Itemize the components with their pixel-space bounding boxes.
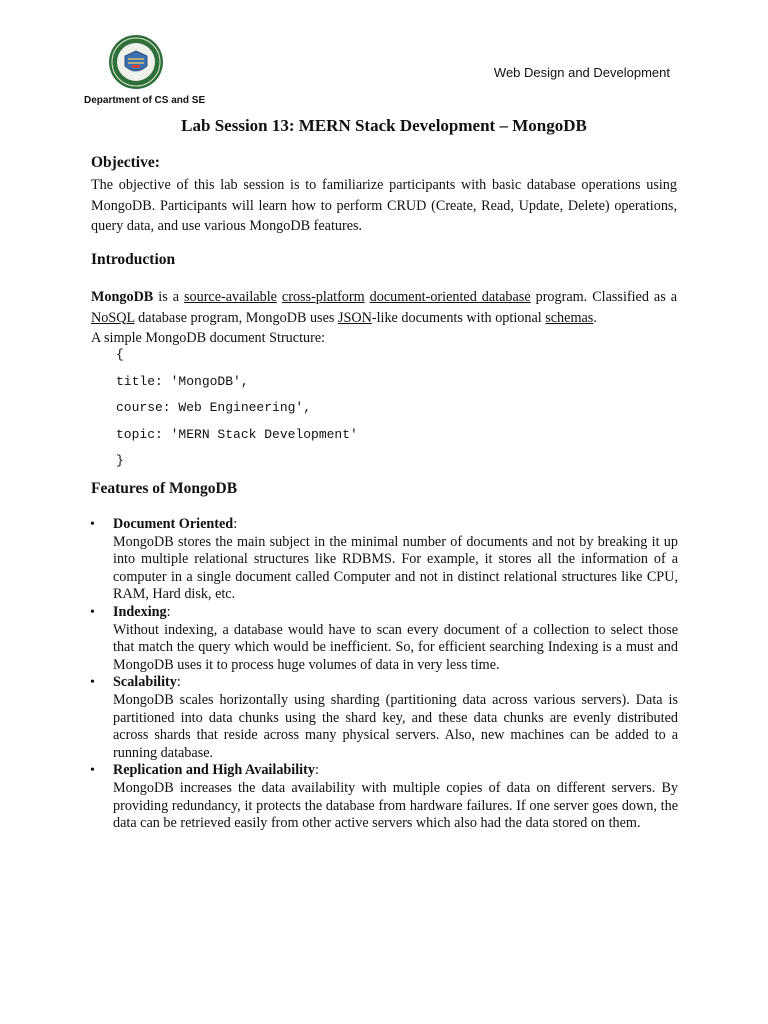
bullet-icon: • xyxy=(90,675,95,691)
feature-description: MongoDB scales horizontally using sharding (partitioning data across various servers). Data is partitioned into data chunks using the shard key, and these data chunks are evenly distributed across shards that reside across many physical servers. Also, new machines can be added to a running database. xyxy=(113,691,678,761)
course-name: Web Design and Development xyxy=(493,65,670,80)
introduction-heading: Introduction xyxy=(91,251,176,268)
university-seal-icon xyxy=(108,34,164,90)
feature-title: Replication and High Availability xyxy=(113,762,315,779)
page-title: Lab Session 13: MERN Stack Development – MongoDB xyxy=(181,116,587,135)
link-document-oriented-database[interactable]: document-oriented database xyxy=(369,289,531,305)
list-item xyxy=(90,762,678,832)
code-line: } xyxy=(116,453,124,468)
features-heading: Features of MongoDB xyxy=(91,480,238,497)
link-nosql[interactable]: NoSQL xyxy=(91,309,135,326)
bullet-icon: • xyxy=(90,763,95,779)
feature-colon: : xyxy=(314,762,319,779)
code-line: { xyxy=(116,347,124,362)
structure-label: A simple MongoDB document Structure: xyxy=(91,330,326,346)
intro-text: database program, MongoDB uses xyxy=(134,309,338,326)
department-name: Department of CS and SE xyxy=(84,95,206,106)
code-line: course: Web Engineering', xyxy=(116,400,312,415)
feature-description: Without indexing, a database would have to scan every document of a collection to select those that match the query which would be inefficient. So, for efficient searching Indexing is a must and MongoDB uses it to process huge volumes of data in very less time. xyxy=(113,621,678,673)
feature-title: Indexing xyxy=(113,603,167,620)
feature-title: Document Oriented xyxy=(113,516,234,532)
objective-heading: Objective: xyxy=(91,154,160,171)
list-item xyxy=(90,604,678,674)
link-cross-platform[interactable]: cross-platform xyxy=(281,289,365,305)
link-schemas[interactable]: schemas xyxy=(545,309,594,326)
list-item xyxy=(90,674,678,762)
features-list xyxy=(90,516,678,833)
introduction-paragraph xyxy=(91,287,677,328)
feature-colon: : xyxy=(166,603,171,620)
intro-text: program. Classified as a xyxy=(530,289,678,305)
link-source-available[interactable]: source-available xyxy=(183,289,277,305)
mongodb-term: MongoDB xyxy=(91,289,154,305)
link-json[interactable]: JSON xyxy=(337,309,372,326)
intro-text: . xyxy=(593,309,597,326)
bullet-icon: • xyxy=(90,517,95,532)
feature-colon: : xyxy=(233,516,238,532)
bullet-icon: • xyxy=(90,604,95,620)
objective-text: The objective of this lab session is to familiarize participants with basic database operations using MongoDB. Participants will learn how to perform CRUD (Create, Read, Update, Delete) operations, query data, and use various MongoDB features. xyxy=(91,177,677,234)
feature-description: MongoDB increases the data availability with multiple copies of data on different servers. By providing redundancy, it protects the database from hardware failures. If one server goes down, the data can be retrieved easily from other active servers which also had the data stored on them. xyxy=(113,779,678,832)
intro-text: -like documents with optional xyxy=(371,309,546,326)
code-line: title: 'MongoDB', xyxy=(116,374,249,389)
feature-colon: : xyxy=(176,674,181,691)
intro-text: is a xyxy=(153,289,184,305)
feature-description: MongoDB stores the main subject in the minimal number of documents and not by breaking it up into multiple relational structures like RDBMS. For example, it stores all the information of a computer in a single document called Computer and not in distinct relational structures like CPU, RAM, Hard disk, etc. xyxy=(113,533,678,603)
list-item xyxy=(90,516,678,604)
feature-title: Scalability xyxy=(113,674,177,691)
code-line: topic: 'MERN Stack Development' xyxy=(116,427,358,442)
